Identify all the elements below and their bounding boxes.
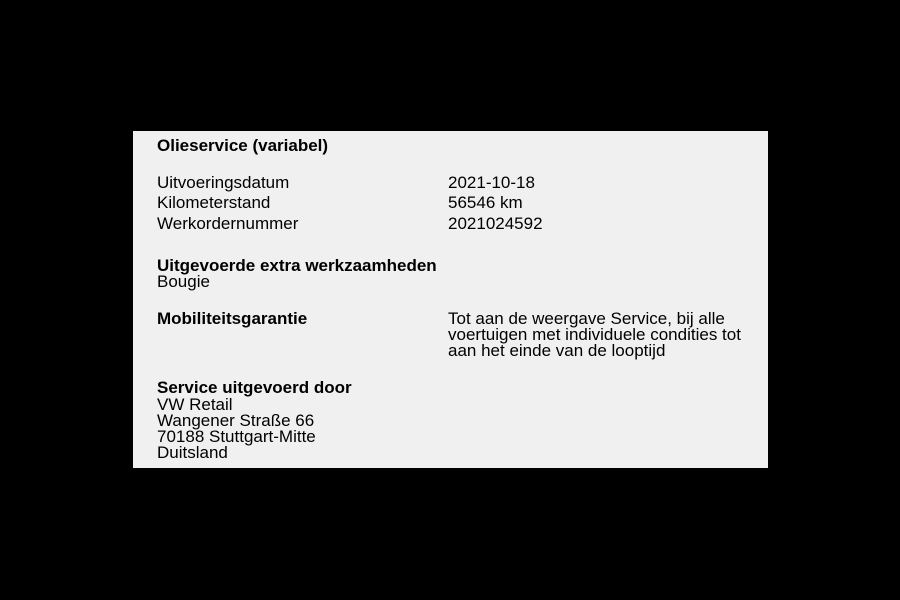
detail-value-work-order: 2021024592 [448, 214, 543, 233]
extra-work-heading: Uitgevoerde extra werkzaamheden [157, 256, 437, 275]
detail-value-date: 2021-10-18 [448, 173, 535, 192]
detail-label-work-order: Werkordernummer [157, 214, 299, 233]
mobility-text-line-3: aan het einde van de looptijd [448, 341, 666, 360]
service-record-card [133, 131, 768, 468]
dealer-country: Duitsland [157, 443, 228, 462]
dealer-city: 70188 Stuttgart-Mitte [157, 427, 316, 446]
dealer-name: VW Retail [157, 395, 233, 414]
mobility-text-line-1: Tot aan de weergave Service, bij alle [448, 309, 725, 328]
detail-label-date: Uitvoeringsdatum [157, 173, 290, 192]
detail-label-mileage: Kilometerstand [157, 193, 271, 212]
dealer-street: Wangener Straße 66 [157, 411, 315, 430]
mobility-text-line-2: voertuigen met individuele condities tot [448, 325, 741, 344]
mobility-heading: Mobiliteitsgarantie [157, 309, 308, 328]
detail-value-mileage: 56546 km [448, 193, 523, 212]
service-title: Olieservice (variabel) [157, 136, 329, 155]
performed-by-heading: Service uitgevoerd door [157, 378, 352, 397]
extra-work-value: Bougie [157, 272, 210, 291]
